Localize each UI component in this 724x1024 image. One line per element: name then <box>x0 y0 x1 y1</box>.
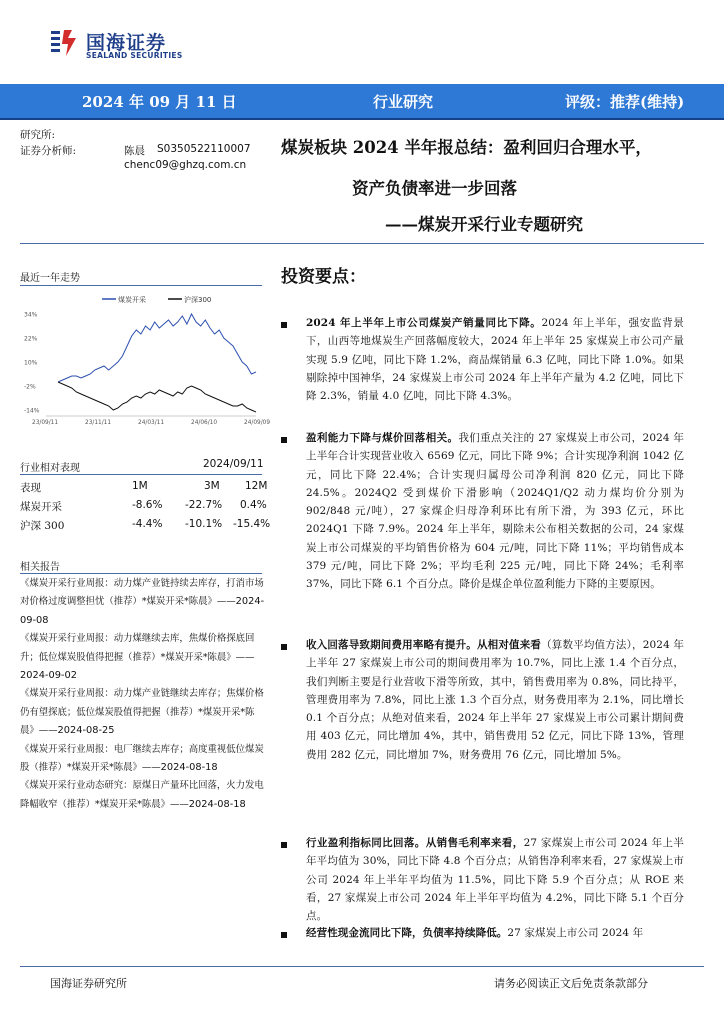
point-lead: 行业盈利指标同比回落。从销售毛利率来看， <box>306 837 524 849</box>
perf-row-3m: -10.1% <box>185 518 223 530</box>
bullet-icon <box>281 644 287 650</box>
x-tick-label: 24/06/10 <box>191 420 218 426</box>
x-tick-label: 24/09/09 <box>244 420 271 426</box>
y-tick-label: 34% <box>24 311 38 319</box>
trend-label: 最近一年走势 <box>20 273 80 284</box>
perf-header-label: 表现 <box>20 482 41 494</box>
point-lead: 经营性现金流同比下降，负债率持续降低。 <box>306 927 508 939</box>
point-text: 2024 年上半年，强安监背景下，山西等地煤炭生产回落幅度较大，2024 年上半年 25 家煤炭上市公司产量实现 5.9 亿吨，同比下降 1.2%，商品煤销量 6.3 亿吨，同比下降 1.0%。如果剔除掉中国神华，24 家煤炭上市公司 2024 年上半年产量为 4.2 亿吨，同比下降 2.3%，销量 4.0 亿吨，同比下降 4.3%。 <box>306 317 684 403</box>
x-tick-label: 23/09/11 <box>32 420 59 426</box>
point-lead: 收入回落导致期间费用率略有提升。从相对值来看 <box>306 639 542 651</box>
perf-row-12m: 0.4% <box>240 499 267 511</box>
legend-label-coal: 煤炭开采 <box>118 296 146 304</box>
point-lead: 2024 年上半年上市公司煤炭产销量同比下降。 <box>306 317 542 329</box>
y-tick-label: 22% <box>24 335 38 343</box>
analyst-name: 陈晨 <box>124 145 145 157</box>
performance-label: 行业相对表现 <box>20 463 80 474</box>
brand-logo <box>50 24 190 66</box>
report-category: 行业研究 <box>373 93 434 111</box>
point-paragraph <box>306 314 684 405</box>
trend-chart <box>20 290 271 430</box>
report-date: 2024 年 09 月 11 日 <box>82 93 237 111</box>
related-reports-label: 相关报告 <box>20 562 60 573</box>
perf-row-1m: -8.6% <box>132 499 163 511</box>
bullet-icon <box>281 842 287 848</box>
legend-label-hs300: 沪深300 <box>184 296 212 304</box>
perf-row-3m: -22.7% <box>185 499 223 511</box>
related-divider <box>20 573 262 574</box>
logo-en-text: SEALAND SECURITIES <box>86 51 183 60</box>
table-row <box>20 516 271 534</box>
title-divider <box>20 243 704 244</box>
series-line-hs300 <box>58 382 256 412</box>
footer-right: 请务必阅读正文后免责条款部分 <box>494 977 648 990</box>
research-institute-label: 研究所: <box>20 129 56 141</box>
logo-cn-text: 国海证券 <box>86 32 167 54</box>
bullet-icon <box>281 322 287 328</box>
list-item[interactable]: 《煤炭开采行业周报：动力煤产业链继续去库存；焦煤价格仍有望探底；低位煤炭股值得把握（推荐）*煤炭开采*陈晨》——2024-08-25 <box>20 688 264 737</box>
point-lead: 盈利能力下降与煤价回落相关。 <box>306 432 459 444</box>
bullet-icon <box>281 437 287 443</box>
y-tick-label: -14% <box>24 407 40 415</box>
point-paragraph <box>306 429 684 594</box>
analyst-label: 证券分析师: <box>20 145 77 157</box>
report-title-line2: 资产负债率进一步回落 <box>352 179 517 198</box>
perf-row-1m: -4.4% <box>132 518 163 530</box>
performance-header-row <box>20 478 268 496</box>
report-title-line1: 煤炭板块 2024 半年报总结：盈利回归合理水平， <box>281 138 652 157</box>
perf-header-12m: 12M <box>245 480 268 492</box>
point-text: 27 家煤炭上市公司 2024 年上半年平均值为 30%，同比下降 4.8 个百分点；从销售净利率来看，27 家煤炭上市公司 2024 年上半年平均值为 11.5%，同比下降 5.9 个百分点；从 ROE 来看，27 家煤炭上市公司 2024 年上半年平均值为 4.2%，同比下降 5.1 个百分点。 <box>306 837 684 923</box>
list-item[interactable]: 《煤炭开采行业周报：动力煤产业链持续去库存，打消市场对价格过度调整担忧（推荐）*煤炭开采*陈晨》——2024-09-08 <box>20 578 265 626</box>
table-row <box>20 497 267 515</box>
performance-divider <box>20 474 262 475</box>
footer-divider <box>20 966 704 967</box>
series-line-coal <box>58 314 256 382</box>
perf-header-1m: 1M <box>132 480 148 492</box>
performance-date: 2024/09/11 <box>203 458 264 470</box>
perf-header-3m: 3M <box>204 480 220 492</box>
list-item[interactable]: 《煤炭开采行业周报：电厂继续去库存；高度重视低位煤炭股（推荐）*煤炭开采*陈晨》——2024-08-18 <box>20 743 264 774</box>
list-item[interactable]: 《煤炭开采行业周报：动力煤继续去库，焦煤价格探底回升；低位煤炭股值得把握（推荐）*煤炭开采*陈晨》——2024-09-02 <box>20 633 255 682</box>
analyst-email[interactable]: chenc09@ghzq.com.cn <box>124 159 247 171</box>
point-text: 我们重点关注的 27 家煤炭上市公司，2024 年上半年合计实现营业收入 6569 亿元，同比下降 9%；合计实现净利润 1042 亿元，同比下降 22.4%；合计实现归属母公司净利润 820 亿元，同比下降 24.5%。2024Q2 受到煤价下滑影响（2024Q1/Q2 动力煤均价分别为 902/848 元/吨），27 家煤企归母净利环比有所下滑，为 393 亿元，环比 2024Q1 下降 7.9%。2024 年上半年，剔除未公布相关数据的公司，24 家煤炭上市公司煤炭的平均销售价格为 604 元/吨，同比下降 11%；平均销售成本 379 元/吨，同比下降 2%；平均毛利 225 元/吨，同比下降 24%；毛利率 37%，同比下降 6.1 个百分点。降价是煤企单位盈利能力下降的主要原因。 <box>306 432 684 591</box>
analyst-cert: S0350522110007 <box>157 143 251 155</box>
perf-row-name: 煤炭开采 <box>20 501 62 513</box>
header-band-underline <box>0 118 724 120</box>
report-subtitle: ——煤炭开采行业专题研究 <box>385 215 583 234</box>
y-tick-label: -2% <box>24 383 36 391</box>
list-item[interactable]: 《煤炭开采行业动态研究：原煤日产量环比回落，火力发电降幅收窄（推荐）*煤炭开采*陈晨》——2024-08-18 <box>20 780 264 810</box>
point-paragraph <box>306 834 684 925</box>
sealand-logo-icon <box>50 28 80 58</box>
chart-legend <box>102 295 211 304</box>
y-tick-label: 10% <box>24 359 38 367</box>
footer-left: 国海证券研究所 <box>50 977 127 990</box>
report-rating: 评级：推荐(维持) <box>565 93 685 111</box>
header-band <box>0 84 724 118</box>
point-text: （算数平均值方法），2024 年上半年 27 家煤炭上市公司的期间费用率为 10.7%，同比上涨 1.4 个百分点，我们判断主要是行业营收下滑等所致，其中，销售费用率为 0.8%，同比持平，管理费用率为 7.8%，同比上涨 1.3 个百分点，财务费用率为 2.1%，同比增长 0.1 个百分点；从绝对值来看，2024 年上半年 27 家煤炭上市公司累计期间费用 403 亿元，同比增加 4%，其中，销售费用 52 亿元，同比下降 13%，管理费用 282 亿元，同比增加 7%，财务费用 76 亿元，同比增加 5%。 <box>306 639 684 761</box>
bullet-icon <box>281 932 287 938</box>
section-title: 投资要点： <box>281 267 366 287</box>
point-paragraph <box>306 636 684 764</box>
point-paragraph <box>306 924 684 942</box>
point-text: 27 家煤炭上市公司 2024 年 <box>507 927 644 939</box>
perf-row-name: 沪深 300 <box>20 520 65 532</box>
x-tick-label: 23/11/11 <box>85 420 112 426</box>
related-reports-list <box>20 575 265 814</box>
x-tick-label: 24/03/11 <box>138 420 165 426</box>
trend-divider <box>20 285 262 286</box>
perf-row-12m: -15.4% <box>233 518 271 530</box>
